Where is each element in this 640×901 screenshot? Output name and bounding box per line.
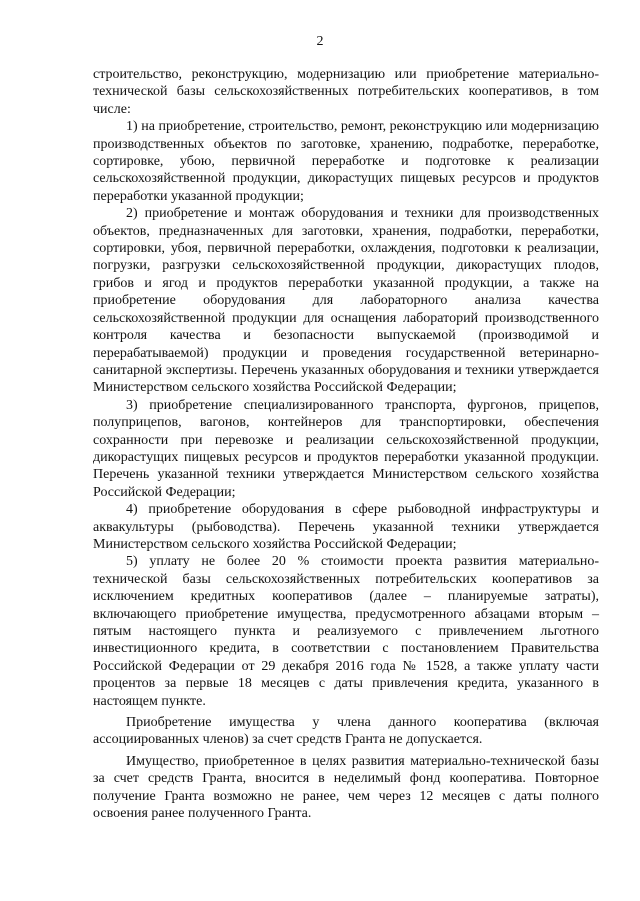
paragraph-item-1: 1) на приобретение, строительство, ремонт, реконструкцию или модернизацию производственных объектов по заготовке, хранению, подработке, переработке, сортировке, убою, первичной переработке и подготовке к реализации сельскохозяйственной продукции, дикорастущих пищевых ресурсов и продуктов переработки указанной продукции; bbox=[93, 119, 599, 204]
paragraph-restriction: Приобретение имущества у члена данного кооператива (включая ассоциированных членов) за счет средств Гранта не допускается. bbox=[93, 715, 599, 748]
paragraph-intro: строительство, реконструкцию, модернизацию или приобретение материально-технической базы сельскохозяйственных потребительских кооперативов, в том числе: bbox=[93, 67, 599, 117]
document-body bbox=[93, 66, 599, 822]
paragraph-item-3: 3) приобретение специализированного транспорта, фургонов, прицепов, полуприцепов, вагонов, контейнеров для транспортировки, обеспечения сохранности при перевозке и реализации сельскохозяйственной продукции, дикорастущих пищевых ресурсов и продуктов переработки указанной продукции. Перечень указанной техники утверждается Министерством сельского хозяйства Российской Федерации; bbox=[93, 397, 599, 500]
paragraph-property-fund: Имущество, приобретенное в целях развития материально-технической базы за счет средств Гранта, вносится в неделимый фонд кооператива. Повторное получение Гранта возможно не ранее, чем через 12 месяцев с даты полного освоения ранее полученного Гранта. bbox=[93, 753, 599, 822]
paragraph-item-4: 4) приобретение оборудования в сфере рыбоводной инфраструктуры и аквакультуры (рыбоводства). Перечень указанной техники утверждается Министерством сельского хозяйства Российской Федерации; bbox=[93, 502, 599, 552]
paragraph-item-5: 5) уплату не более 20 % стоимости проекта развития материально-технической базы сельскохозяйственных потребительских кооперативов за исключением кредитных кооперативов (далее – планируемые затраты), включающего приобретение имущества, предусмотренного абзацами вторым – пятым настоящего пункта и реализуемого с привлечением льготного инвестиционного кредита, в соответствии с постановлением Правительства Российской Федерации от 29 декабря 2016 года № 1528, а также уплату части процентов за первые 18 месяцев с даты привлечения кредита, указанного в настоящем пункте. bbox=[93, 554, 599, 709]
page-number: 2 bbox=[316, 34, 324, 49]
paragraph-item-2: 2) приобретение и монтаж оборудования и техники для производственных объектов, предназначенных для заготовки, хранения, подработки, переработки, сортировки, убоя, первичной переработки, охлаждения, подготовки к реализации, погрузки, разгрузки сельскохозяйственной продукции, дикорастущих плодов, грибов и ягод и продуктов переработки указанной продукции, а также на приобретение оборудования для лабораторного анализа качества сельскохозяйственной продукции для оснащения лабораторий производственного контроля качества и безопасности выпускаемой (производимой и перерабатываемой) продукции и проведения государственной ветеринарно-санитарной экспертизы. Перечень указанных оборудования и техники утверждается Министерством сельского хозяйства Российской Федерации; bbox=[93, 206, 599, 396]
